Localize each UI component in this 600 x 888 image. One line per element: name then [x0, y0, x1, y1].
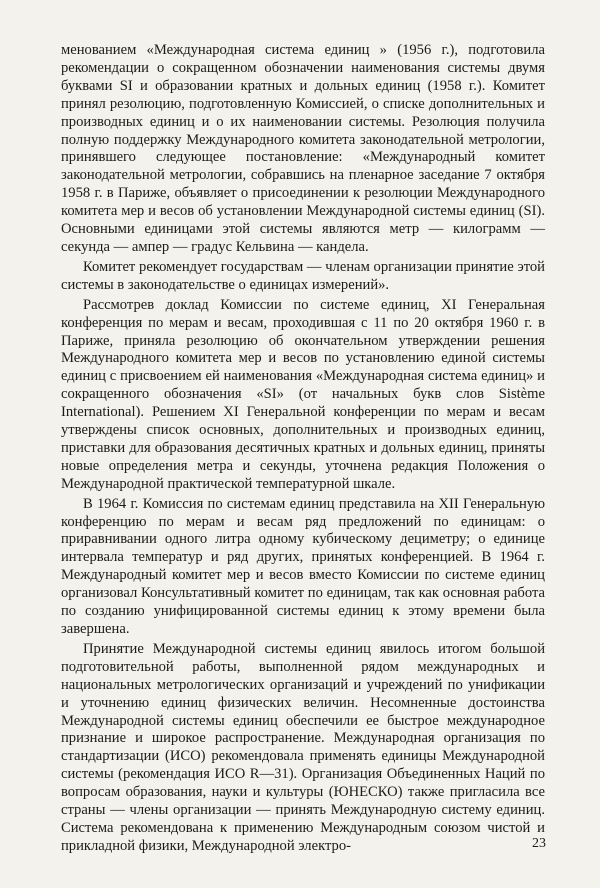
paragraph-3: Рассмотрев доклад Комиссии по системе единиц, XI Генеральная конференция по мерам и весам, проходившая с 11 по 20 октября 1960 г. в Париже, приняла резолюцию об окончательном утверждении решения Международного комитета мер и весов по установлению единой системы единиц с присвоением ей наименования «Международная система единиц» и сокращенного обозначения «SI» (от начальных букв слов Sistème International). Решением XI Генеральной конференции по мерам и весам утверждены список основных, дополнительных и производных единиц, приставки для образования десятичных кратных и дольных единиц, приняты новые определения метра и секунды, уточнена редакция Положения о Международной практической температурной шкале. — [61, 296, 545, 492]
page-body — [61, 42, 545, 856]
paragraph-5: Принятие Международной системы единиц явилось итогом большой подготовительной работы, выполненной рядом международных и национальных метрологических организаций и учреждений по унификации и уточнению единиц физических величин. Несомненные достоинства Международной системы единиц обеспечили ее быстрое международное признание и широкое распространение. Международная организация по стандартизации (ИСО) рекомендовала применять единицы Международной системы (рекомендация ИСО R—31). Организация Объединенных Наций по вопросам образования, науки и культуры (ЮНЕСКО) также пригласила все страны — члены организации — принять Международную систему единиц. Система рекомендована к применению Международным союзом чистой и прикладной физики, Международной электро- — [61, 640, 545, 854]
paragraph-4: В 1964 г. Комиссия по системам единиц представила на XII Генеральную конференцию по мерам и весам ряд предложений по единицам: о приравнивании одного литра одному кубическому дециметру; о единице интервала температур и ряд других, принятых конференцией. В 1964 г. Международный комитет мер и весов вместо Комиссии по системе единиц организовал Консультативный комитет по единицам, так как основная работа по созданию унифицированной системы единиц к этому времени была завершена. — [61, 495, 545, 637]
paragraph-1: менованием «Международная система единиц » (1956 г.), подготовила рекомендации о сокращенном обозначении наименования системы двумя буквами SI и образовании кратных и дольных единиц (1958 г.). Комитет принял резолюцию, подготовленную Комиссией, о списке дополнительных и производных единиц и о их наименовании системы. Резолюция получила полную поддержку Международного комитета законодательной метрологии, принявшего следующее постановление: «Международный комитет законодательной метрологии, собравшись на пленарное заседание 7 октября 1958 г. в Париже, объявляет о присоединении к резолюции Международного комитета мер и весов об установлении Международной системы единиц (SI). Основными единицами этой системы являются метр — килограмм — секунда — ампер — градус Кельвина — кандела. — [61, 42, 545, 255]
paragraph-2: Комитет рекомендует государствам — членам организации принятие этой системы в законодательстве о единицах измерений». — [61, 258, 545, 293]
page-number: 23 — [532, 836, 546, 851]
